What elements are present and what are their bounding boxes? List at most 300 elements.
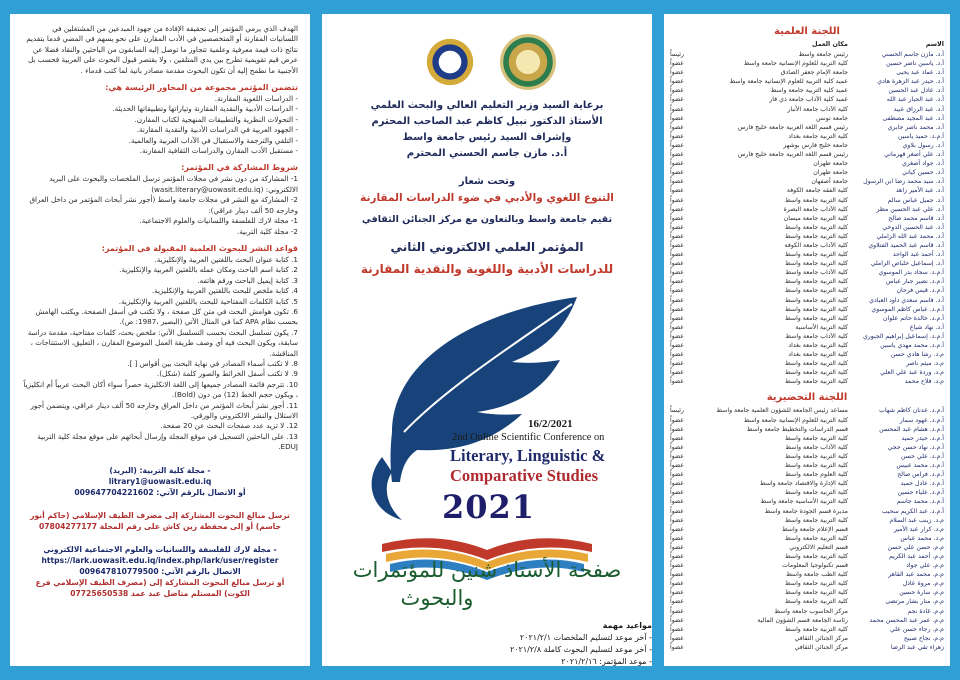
member-role: عضواً: [670, 260, 684, 268]
member-role: عضواً: [670, 96, 684, 104]
member-role: عضواً: [670, 241, 684, 249]
member-name: م.م. غادة نجم: [907, 607, 944, 615]
member-name: م.م. نجاح صبيح: [903, 634, 944, 642]
committee-row: [670, 634, 944, 643]
committee-row: [670, 434, 944, 443]
committee-row: [670, 186, 944, 195]
term-item: 1- مجلة لارك للفلسفة واللسانيات والعلوم الاجتماعية.: [139, 216, 298, 226]
committee-row: [670, 259, 944, 268]
member-role: عضواً: [670, 278, 684, 286]
member-role: عضواً: [670, 232, 684, 240]
committee-row: [670, 268, 944, 277]
committee-row: [670, 561, 944, 570]
member-name: أ.م.د. محمد مهدي ياسين: [880, 342, 944, 349]
conference-subtitle-en: 2nd Online Scientific Conference on: [452, 432, 605, 443]
committee-row: [670, 50, 944, 59]
committee-row: [670, 570, 944, 579]
member-name: أ.د. نهاد شياع: [909, 323, 944, 331]
axis-item: - مستقبل الأدب المقارن والدراسات الثقافية المقارنة.: [139, 146, 298, 156]
member-name: م.د. ميثم ناصر: [906, 360, 944, 368]
member-work: كلية الإدارة والاقتصاد جامعة واسط: [759, 480, 848, 488]
member-role: عضواً: [670, 378, 684, 386]
member-role: عضواً: [670, 132, 684, 140]
member-work: كلية التربية جامعة واسط: [785, 580, 848, 588]
committee-row: [670, 479, 944, 488]
member-role: عضواً: [670, 296, 684, 304]
rule-item: 7. يكون تسلسل البحث بحسب التسلسل الآتي: ملخص بحث، كلمات مفتاحية، مقدمة دراسة سابقة، ويكون البحث فيه أي وصف طريقة العمل الموضوع المقارن ، التعليق، الاستنتاجات ، المناقشة.: [27, 327, 298, 358]
member-name: م.د. زينب عبد السلام: [889, 516, 944, 524]
member-name: أ.م.د. فراس صالح: [897, 471, 944, 479]
committee-row: [670, 341, 944, 350]
member-work: كلية الآداب جامعة الكوفة: [784, 241, 848, 249]
scientific-committee-heading: اللجنة العلمية: [774, 26, 840, 37]
member-role: عضواً: [670, 562, 684, 570]
member-name: م.م. أحمد عبد الكريم: [889, 552, 944, 560]
member-work: مركز الجنائن الثقافي: [794, 634, 848, 642]
committee-row: [670, 241, 944, 250]
member-work: كلية الآداب جامعة البصرة: [783, 205, 848, 213]
rule-item: 10. تترجم قائمة المصادر جميعها إلى اللغة الانكليزية حصراً سواء أكان البحث عربياً أم انكليزياً ، ويكون حجم الخط (12) من دون (Bold).: [23, 379, 298, 400]
member-role: عضواً: [670, 498, 684, 506]
member-work: كلية التربية جامعة واسط: [785, 296, 848, 304]
axis-item: - الدراسات اللغوية المقارنة.: [214, 94, 298, 104]
watermark-overlay-line2: والبحوث: [400, 586, 474, 610]
axis-item: - الدراسات الأدبية والنقدية المقارنة وتياراتها وتطبيقاتها الحديثة.: [112, 104, 298, 114]
member-name: م.م. مروة عادل: [902, 580, 944, 588]
committee-row: [670, 579, 944, 588]
member-role: عضواً: [670, 543, 684, 551]
transfer1-note: ترسل مبالغ البحوث المشاركة إلى مصرف الطيف الإسلامي (حاكم أنور جاسم) أو إلى محفظة زين كاش على رقم المجلة 07804277177: [30, 510, 290, 531]
preparatory-committee-heading: اللجنة التحضيرية: [766, 392, 848, 404]
member-name: أ.د. قاسم عبد الحميد الفتلاوي: [868, 241, 944, 249]
member-work: قسم الدراسات والتخطيط جامعة واسط: [746, 425, 848, 433]
member-work: كلية التربية جامعة واسط: [785, 260, 848, 268]
organizer-text: تقيم جامعة واسط وبالتعاون مع مركز الجنائن الثقافي: [361, 214, 613, 225]
contact1-email-link[interactable]: litrary1@uowasit.edu.iq: [108, 476, 212, 486]
member-role: عضواً: [670, 360, 684, 368]
committee-row: [670, 277, 944, 286]
member-role: عضواً: [670, 114, 684, 122]
member-work: كلية التربية جامعة واسط: [785, 378, 848, 386]
committee-row: [670, 425, 944, 434]
member-name: أ.د. عادل عبد الحسين: [888, 87, 944, 95]
left-panel: [10, 14, 310, 666]
committee-row: [670, 359, 944, 368]
member-work: كلية الآداب جامعة واسط: [785, 332, 848, 340]
member-role: عضواً: [670, 78, 684, 86]
rules-heading: قواعد النشر للبحوث العلمية المقبولة في المؤتمر:: [101, 243, 298, 253]
committee-row: [670, 223, 944, 232]
member-role: عضواً: [670, 416, 684, 424]
member-work: كلية التربية جامعة واسط: [785, 223, 848, 231]
patron-line: وإشراف السيد رئيس جامعة واسط: [402, 132, 572, 143]
member-role: عضواً: [670, 178, 684, 186]
member-role: عضواً: [670, 342, 684, 349]
member-name: م.م. علي جواد: [906, 562, 944, 570]
committee-row: [670, 597, 944, 606]
member-name: أ.د. قاسم محمد صالح: [888, 214, 944, 222]
member-role: عضواً: [670, 452, 684, 460]
committee-row: [670, 607, 944, 616]
committee-row: [670, 132, 944, 141]
rule-item: 9. لا تكتب أسفل الخرائط والصور كلمة (شكل).: [156, 369, 298, 379]
committee-row: [670, 159, 944, 168]
member-role: عضواً: [670, 480, 684, 488]
committee-row: [670, 643, 944, 652]
patron-line: الأستاذ الدكتور نبيل كاظم عبد الصاحب المحترم: [371, 116, 603, 127]
member-work: رئيس قسم اللغة العربية جامعة خليج فارس: [737, 123, 848, 131]
member-role: عضواً: [670, 351, 684, 359]
patron-line: برعاية السيد وزير التعليم العالي والبحث العلمي: [370, 100, 604, 111]
committee-row: [670, 625, 944, 634]
member-role: عضواً: [670, 123, 684, 131]
axis-item: - التحولات النظرية والتطبيقات المنهجية لكتاب المقارن.: [134, 114, 298, 124]
member-name: أ.م.د. محمد جاسم: [896, 498, 944, 506]
committee-row: [670, 616, 944, 625]
rule-item: 4. كتابة ملخص للبحث باللغتين العربية والإنكليزية.: [151, 286, 298, 296]
member-name: م.م. رجاء حسن علي: [889, 625, 944, 633]
committee-row: [670, 86, 944, 95]
preparatory-committee-list: [670, 406, 944, 652]
slogan-text: التنوع اللغوي والأدبي في ضوء الدراسات المقارنة: [360, 192, 614, 204]
member-work: كلية الآداب جامعة واسط: [785, 443, 848, 451]
committee-row: [670, 452, 944, 461]
member-name: أ.د. ياسين ناصر حسين: [886, 60, 944, 68]
member-role: عضواً: [670, 516, 684, 524]
committee-row: [670, 350, 944, 359]
member-role: عضواً: [670, 634, 684, 642]
committee-row: [670, 552, 944, 561]
rule-item: 3. كتابة إيميل الباحث ورقم هاتفه.: [197, 275, 298, 285]
committee-row: [670, 214, 944, 223]
member-work: كلية التربية جامعة واسط: [785, 589, 848, 597]
member-work: كلية التربية الأساسية جامعة واسط: [760, 498, 848, 506]
member-name: أ.م.د. حيدر حميد: [901, 434, 944, 442]
member-work: مديرة قسم الجودة جامعة واسط: [764, 507, 848, 515]
member-work: كلية التربية جامعة بغداد: [788, 351, 848, 359]
member-role: عضواً: [670, 223, 684, 231]
center-panel: [322, 14, 652, 666]
member-name: أ.د. علي أصغر قهرماني: [884, 151, 944, 159]
member-name: م.م. عمر عبد المحسن محمد: [869, 616, 944, 624]
member-name: زهراء تقي عبد الرضا: [890, 643, 944, 651]
member-role: عضواً: [670, 160, 684, 168]
rule-item: 2. كتابة اسم الباحث ومكان عمله باللغتين العربية والإنكليزية.: [119, 265, 298, 275]
contact2-phone: الاتصال بالرقم الآتي: 009647810779500: [79, 566, 241, 576]
university-logo-icon: [422, 34, 478, 90]
member-work: كلية التربية جامعة واسط: [785, 305, 848, 313]
committee-row: [670, 77, 944, 86]
column-name-header: الاسم: [925, 40, 944, 48]
committee-row: [670, 296, 944, 305]
member-work: عميد كلية التربية جامعة واسط: [770, 87, 848, 95]
member-name: أ.م.د. إسماعيل إبراهيم الجبوري: [862, 332, 944, 340]
member-role: عضواً: [670, 443, 684, 451]
member-name: أ.م.د. سجاد بدر الموسوي: [878, 269, 944, 277]
rule-item: 12. لا تزيد عدد صفحات البحث عن 20 صفحة.: [160, 421, 298, 431]
member-name: أ.د. حيدر عبد الزهرة هادي: [877, 78, 944, 86]
member-role: عضواً: [670, 625, 684, 633]
member-name: أ.م.د. محمد عبيس: [896, 462, 944, 470]
contact1-phone: أو الاتصال بالرقم الآتي: 009647704221602: [74, 487, 246, 497]
member-role: عضواً: [670, 269, 684, 277]
member-work: كلية التربية جامعة واسط: [785, 369, 848, 377]
mosque-logo-icon: [500, 34, 556, 90]
member-work: عميد كلية التربية للعلوم الإنسانية جامعة واسط: [729, 78, 848, 86]
member-work: قسم تكنولوجيا المعلومات: [782, 562, 848, 570]
member-name: م.د. رشا هادي حسن: [890, 351, 944, 359]
member-name: أ.د. علي عبد الحسين مطر: [876, 205, 944, 213]
committee-row: [670, 323, 944, 332]
committee-row: [670, 461, 944, 470]
scientific-committee-list: [670, 50, 944, 386]
deadline-item: - آخر موعد لتسليم البحوث كاملة ٢٠٢١/٢/٨: [509, 645, 652, 654]
member-name: أ.د. جواد أصغري: [901, 160, 944, 168]
member-name: أ.م.د. قيس فرحان: [896, 287, 944, 295]
committee-row: [670, 59, 944, 68]
member-name: أ.د. سيد محمد رضا ابن الرسول: [863, 178, 944, 186]
member-work: كلية التربية جامعة واسط: [785, 516, 848, 524]
term-item: 1- المشاركة من دون نشر في مجلات المؤتمر ترسل الملخصات والبحوث على البريد الالكتروني: (wasit.literary@uowasit.edu.iq): [49, 174, 298, 194]
member-work: كلية التربية جامعة واسط: [785, 251, 848, 259]
patron-line: أ.د. مازن جاسم الحسني المحترم: [406, 148, 568, 159]
member-role: عضواً: [670, 205, 684, 213]
conference-year: 2021: [442, 488, 536, 526]
member-work: جامعة طهران: [813, 169, 848, 177]
member-role: عضواً: [670, 489, 684, 497]
committee-row: [670, 232, 944, 241]
member-work: كلية الآداب جامعة الأنبار: [787, 105, 848, 113]
member-name: أ.م.د. نهاد حسن حجي: [887, 443, 944, 451]
committee-row: [670, 205, 944, 214]
rule-item: 6. تكون هوامش البحث في متن كل صفحة ، ولا تكتب في أسفل الصفحة. ويكتب الهامش بحسب نظام APA كما في المثال الآتي (البصير ،1987: ص).: [35, 306, 298, 327]
member-role: عضواً: [670, 580, 684, 588]
member-role: عضواً: [670, 616, 684, 624]
member-name: أ.م.د. حميد ياسين: [897, 132, 944, 140]
right-panel: [664, 14, 950, 666]
committee-row: [670, 368, 944, 377]
member-role: عضواً: [670, 196, 684, 204]
member-name: أ.د. عبد الجبار عبد الله: [886, 96, 944, 104]
terms-heading: شروط المشاركة في المؤتمر:: [181, 163, 298, 173]
member-name: م.د. كرار عبد الأمير: [893, 525, 944, 533]
conference-date: 16/2/2021: [528, 418, 573, 430]
rule-item: 13. على الباحثين التسجيل في موقع المجلة وإرسال أبحاثهم على موقع مجلة كلية التربية EDUJ.: [37, 431, 298, 452]
contact1-label: - مجلة كلية التربية: (البريد): [109, 465, 211, 475]
committee-row: [670, 305, 944, 314]
rule-item: 5. كتابة الكلمات المفتاحية للبحث باللغتين العربية والإنكليزية.: [118, 296, 298, 306]
member-role: عضواً: [670, 305, 684, 313]
member-work: كلية التربية للعلوم الإنسانية جامعة واسط: [743, 416, 848, 424]
committee-row: [670, 177, 944, 186]
committee-row: [670, 168, 944, 177]
term-item: 2- مجلة كلية التربية.: [236, 226, 298, 236]
member-work: كلية التربية جامعة واسط: [785, 462, 848, 470]
rule-item: 1. كتابة عنوان البحث باللغتين العربية والإنكليزية.: [154, 254, 298, 264]
member-work: جامعة تونس: [816, 114, 848, 122]
member-role: عضواً: [670, 571, 684, 579]
committee-row: [670, 314, 944, 323]
committee-row: [670, 150, 944, 159]
member-work: كلية العلوم جامعة واسط: [785, 471, 848, 479]
axis-item: - التلقي والترجمة والاستقبال في الآداب العربية والعالمية.: [128, 135, 298, 145]
member-work: كلية التربية جامعة واسط: [785, 552, 848, 560]
member-name: أ.د. مازن جاسم الحسني: [881, 51, 944, 58]
member-role: عضواً: [670, 369, 684, 377]
deadline-item: - موعد المؤتمر: ٢٠٢١/٢/١٦: [561, 657, 652, 666]
transfer2-note: أو ترسل مبالغ البحوث المشاركة إلى (مصرف الطيف الإسلامي فرع الكوت) المستلم متاضل عبد عمد 07725650538: [35, 577, 285, 598]
member-work: كلية التربية جامعة واسط: [785, 434, 848, 442]
member-work: عميد كلية الآداب جامعة ذي قار: [769, 96, 848, 104]
member-role: عضواً: [670, 287, 684, 295]
committee-row: [670, 286, 944, 295]
member-role: عضواً: [670, 141, 684, 149]
committee-row: [670, 416, 944, 425]
member-name: م.م. حسن علي حسن: [887, 543, 944, 551]
committee-row: [670, 507, 944, 516]
slogan-intro: وتحت شعار: [458, 176, 516, 187]
committee-row: [670, 332, 944, 341]
conference-title-en-1: Literary, Linguistic &: [450, 446, 606, 465]
member-name: أ.د. عبد الحسين الدوخي: [882, 223, 944, 231]
member-name: أ.م.د. عهود سمار: [899, 416, 944, 424]
member-name: أ.م.د. عدنان كاظم شهاب: [879, 407, 944, 415]
member-name: أ.م.د. عباس كاظم الموسوي: [871, 305, 944, 313]
member-work: كلية الآداب جامعة واسط: [785, 269, 848, 277]
member-role: عضواً: [670, 69, 684, 77]
member-role: عضواً: [670, 332, 684, 340]
member-work: مركز الجنائن الثقافي: [794, 643, 848, 651]
committee-row: [670, 488, 944, 497]
member-role: عضواً: [670, 462, 684, 470]
member-work: كلية التربية جامعة واسط: [785, 489, 848, 497]
member-work: كلية التربية جامعة واسط: [785, 314, 848, 322]
member-role: عضواً: [670, 534, 684, 542]
deadlines-heading: مواعيد مهمة: [602, 621, 652, 630]
intro-paragraph: الهدف الذي يرمي المؤتمر إلى تحقيقه الإفادة من جهود المبدعين من المشتغلين في اللسانيات المقارنة أو المتخصصين في الأدب المقارن على نحو يسهم في المضي قدما بتقديم نتائج ذات قيمة معرفية وعلمية تتجاوز ما توصل إليه السابقون من الباحثين والنقاد فضلا عن عرض قيم تقويمية تطرح بين يدي المتلقين ، ولا يقتصر قبول البحوث على العربية فحسب بل الأجنبية ما نطمح إليه أن تكون البحوث مقدمة مصادر بانية لما كتب قدماء .: [26, 24, 298, 75]
member-work: كلية التربية الأساسية: [795, 323, 848, 331]
contact2-url-link[interactable]: https://lark.uowasit.edu.iq/index.php/lark/user/register: [41, 555, 279, 565]
member-name: م.د. وردة عبد علي العلي: [880, 369, 944, 377]
member-role: رئيساً: [670, 407, 684, 415]
committee-row: [670, 516, 944, 525]
member-work: مركز الحاسوب جامعة واسط: [774, 607, 848, 615]
member-name: أ.د. جميل عباس سالم: [887, 196, 944, 204]
committee-columns-header: [670, 40, 944, 48]
member-name: أ.م.د. خالدة حاتم علوان: [883, 314, 944, 322]
member-work: كلية التربية جامعة واسط: [785, 452, 848, 460]
member-role: عضواً: [670, 314, 684, 322]
member-work: جامعة طهران: [813, 160, 848, 168]
member-role: عضواً: [670, 214, 684, 222]
member-role: عضواً: [670, 151, 684, 159]
member-work: جامعة أصفهان: [811, 178, 848, 186]
committee-row: [670, 95, 944, 104]
committee-row: [670, 105, 944, 114]
member-work: رئيس قسم اللغة العربية جامعة خليج فارس: [737, 151, 848, 159]
member-work: كلية التربية جامعة ميسان: [783, 214, 848, 222]
axis-item: - الجهود العربية في الدراسات الأدبية والنقدية المقارنة.: [136, 125, 298, 135]
member-work: كلية التربية جامعة واسط: [785, 534, 848, 542]
member-role: عضواً: [670, 425, 684, 433]
committee-row: [670, 114, 944, 123]
member-name: أ.م.د. عبد الكريم سحيب: [881, 507, 944, 515]
axes-heading: تتضمن المؤتمر مجموعة من المحاور الرئيسة هي:: [105, 83, 298, 93]
committee-row: [670, 525, 944, 534]
conference-title-ar-2: للدراسات الأدبية واللغوية والنقدية المقارنة: [360, 262, 614, 276]
committee-row: [670, 543, 944, 552]
member-role: عضواً: [670, 471, 684, 479]
terms-list: [22, 174, 298, 236]
logos-row: [322, 34, 652, 94]
member-name: أ.م.د. علي حسن: [900, 452, 944, 460]
member-role: عضواً: [670, 187, 684, 195]
watermark-overlay-line1: صفحة الأستاذ شنين للمؤتمرات: [352, 558, 622, 582]
committee-row: [670, 196, 944, 205]
member-work: كلية التربية جامعة واسط: [785, 232, 848, 240]
committee-row: [670, 250, 944, 259]
member-work: كلية التربية جامعة واسط: [785, 287, 848, 295]
member-work: كلية الفقه جامعة الكوفة: [786, 187, 848, 195]
committee-row: [670, 141, 944, 150]
member-work: رئيس جامعة واسط: [798, 51, 848, 58]
member-name: أ.د. إسماعيل خلباص الزاملي: [870, 260, 944, 268]
committee-row: [670, 497, 944, 506]
member-role: عضواً: [670, 589, 684, 597]
member-work: رئاسة الجامعة قسم الشؤون المالية: [757, 616, 848, 624]
member-name: أ.م.د. نصير جبار عباس: [885, 278, 944, 286]
member-name: م.د. محمد عباس: [900, 534, 944, 542]
member-name: م.م. سارة حسين: [899, 589, 944, 597]
member-role: عضواً: [670, 507, 684, 515]
deadlines-block: [452, 620, 652, 666]
member-work: كلية التربية جامعة واسط: [785, 598, 848, 606]
member-name: أ.د. محمد عبد الله الزاملي: [876, 232, 944, 240]
member-role: عضواً: [670, 60, 684, 68]
committee-row: [670, 534, 944, 543]
contact2-label: - مجلة لارك للفلسفة واللسانيات والعلوم الاجتماعية الالكتروني: [43, 544, 277, 554]
member-role: عضواً: [670, 525, 684, 533]
member-name: أ.د. عبد الأمير زاهد: [895, 187, 944, 195]
member-role: عضواً: [670, 643, 684, 651]
column-work-header: مكان العمل: [812, 40, 848, 48]
member-role: عضواً: [670, 434, 684, 442]
member-name: م.م. محمد عبد القاهر: [888, 571, 944, 579]
member-name: أ.د. عماد عبد يحيى: [896, 69, 944, 77]
committee-row: [670, 377, 944, 386]
member-work: كلية التربية جامعة بغداد: [788, 342, 848, 349]
conference-title-en-2: Comparative Studies: [450, 466, 599, 485]
committee-row: [670, 68, 944, 77]
axes-list: [22, 94, 298, 156]
member-role: عضواً: [670, 607, 684, 615]
member-name: أ.د. محمد ناصر جابري: [887, 123, 944, 131]
member-work: كلية التربية جامعة واسط: [785, 625, 848, 633]
member-name: م.د. فلاح محمد: [904, 378, 944, 386]
committee-row: [670, 588, 944, 597]
member-work: قسم الإعلام جامعة واسط: [781, 525, 848, 533]
member-role: عضواً: [670, 105, 684, 113]
committee-row: [670, 443, 944, 452]
quill-feather-icon: [362, 282, 612, 522]
committee-row: [670, 470, 944, 479]
member-name: أ.د. أحمد عبد الواحد: [892, 251, 944, 259]
member-role: عضواً: [670, 87, 684, 95]
member-name: أ.د. رسول بلاوي: [902, 141, 944, 149]
deadline-item: - آخر موعد لتسليم الملخصات ٢٠٢١/٢/١: [519, 633, 652, 642]
term-item: 2- المشاركة مع النشر في مجلات جامعة واسط (أجور نشر أبحاث المؤتمر من داخل العراق وخارجه 50 ألف دينار عراقي):: [29, 195, 298, 215]
committee-row: [670, 123, 944, 132]
